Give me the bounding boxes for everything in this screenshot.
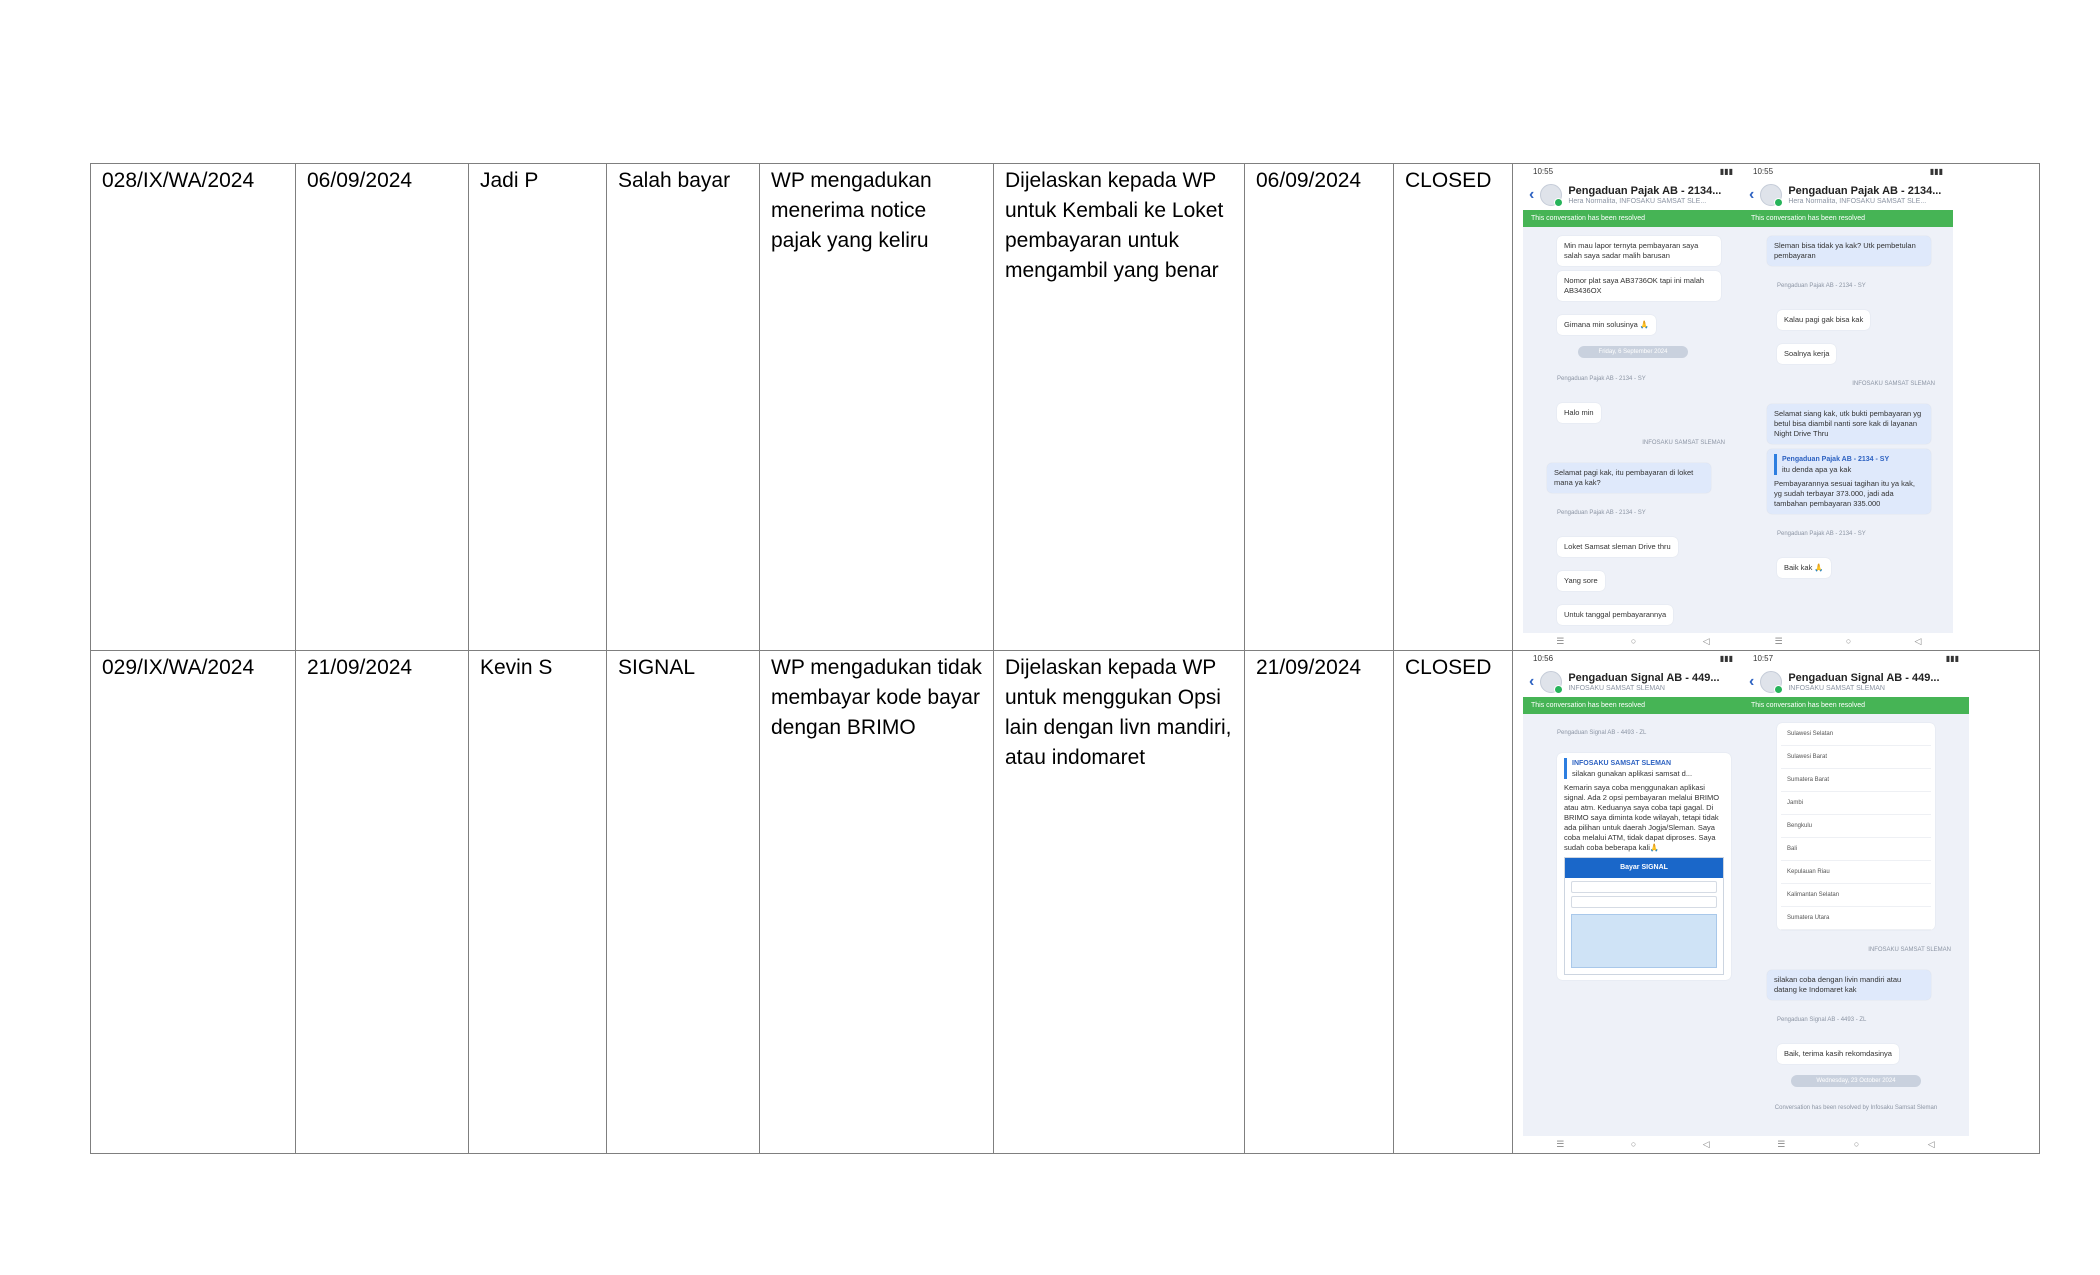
sender-label: Pengaduan Pajak AB - 2134 - SY bbox=[1557, 510, 1646, 516]
chat-message: Sleman bisa tidak ya kak? Utk pembetulan pembayaran bbox=[1767, 236, 1931, 266]
chat-message: Soalnya kerja bbox=[1777, 344, 1836, 364]
closed-date: 06/09/2024 bbox=[1256, 169, 1362, 192]
list-item: Sumatera Barat bbox=[1781, 769, 1931, 792]
chat-message: Selamat pagi kak, itu pembayaran di loket mana ya kak? bbox=[1547, 463, 1711, 493]
avatar bbox=[1760, 671, 1782, 693]
status-time: 10:57 bbox=[1753, 654, 1774, 663]
region-list bbox=[1777, 723, 1935, 930]
chat-subtitle: INFOSAKU SAMSAT SLEMAN bbox=[1788, 684, 1885, 692]
signal-icon: ▮▮▮ bbox=[1929, 167, 1943, 176]
nav-bar bbox=[1743, 1136, 1969, 1151]
chat-message: Halo min bbox=[1557, 403, 1601, 423]
chat-message: Untuk tanggal pembayarannya bbox=[1557, 605, 1673, 625]
chat-title: Pengaduan Pajak AB - 2134... bbox=[1788, 184, 1942, 197]
sender-label: Pengaduan Pajak AB - 2134 - SY bbox=[1557, 376, 1646, 382]
chat-message-text: Pembayarannya sesuai tagihan itu ya kak, yg sudah terbayar 373.000, jadi ada tambahan pembayaran 335.000 bbox=[1774, 479, 1915, 508]
evidence-screenshots bbox=[1513, 164, 2039, 650]
reporter-name: Kevin S bbox=[480, 656, 553, 679]
chat-subtitle: Hera Normalita, INFOSAKU SAMSAT SLE... bbox=[1568, 197, 1707, 205]
brimo-screenshot bbox=[1564, 857, 1724, 975]
chat-title: Pengaduan Pajak AB - 2134... bbox=[1568, 184, 1722, 197]
back-nav-icon: ◁ bbox=[1927, 1138, 1935, 1149]
sender-label: INFOSAKU SAMSAT SLEMAN bbox=[1868, 947, 1951, 953]
quoted-message bbox=[1767, 449, 1931, 514]
resolved-banner: This conversation has been resolved bbox=[1523, 697, 1743, 714]
back-icon: ‹ bbox=[1749, 673, 1755, 690]
chat-screenshot bbox=[1743, 164, 1953, 648]
quoted-message bbox=[1557, 753, 1731, 980]
info-box bbox=[1571, 914, 1717, 968]
list-item: Kalimantan Selatan bbox=[1781, 884, 1931, 907]
sender-label: Pengaduan Signal AB - 4493 - ZL bbox=[1777, 1017, 1867, 1023]
chat-message-text: Kemarin saya coba menggunakan aplikasi signal. Ada 2 opsi pembayaran melalui BRIMO atau atm. Keduanya saya coba tapi gagal. Di BRIMO saya diminta kode wilayah, tetapi tidak ada pilihan untuk daerah Jogja/Sleman. Saya coba melalui ATM, tidak dapat diproses. Saya sudah coba beberapa kali🙏 bbox=[1564, 783, 1720, 852]
evidence-screenshots bbox=[1513, 651, 2039, 1153]
status: CLOSED bbox=[1405, 169, 1492, 192]
reporter-name: Jadi P bbox=[480, 169, 539, 192]
chat-message: Kalau pagi gak bisa kak bbox=[1777, 310, 1870, 330]
sender-label: Pengaduan Pajak AB - 2134 - SY bbox=[1777, 531, 1866, 537]
chat-message: silakan coba dengan livin mandiri atau datang ke Indomaret kak bbox=[1767, 970, 1931, 1000]
table-row bbox=[91, 651, 2040, 1154]
closed-date: 21/09/2024 bbox=[1256, 656, 1362, 679]
category: Salah bayar bbox=[618, 169, 731, 192]
resolved-note: Conversation has been resolved by Infosaku Samsat Sleman bbox=[1774, 1105, 1938, 1111]
brimo-header: Bayar SIGNAL bbox=[1565, 858, 1723, 878]
back-icon: ‹ bbox=[1529, 673, 1535, 690]
sender-label: Pengaduan Signal AB - 4493 - ZL bbox=[1557, 730, 1647, 736]
resolution-text: Dijelaskan kepada WP untuk Kembali ke Loket pembayaran untuk mengambil yang benar bbox=[1005, 169, 1224, 282]
ticket-id: 029/IX/WA/2024 bbox=[102, 656, 255, 679]
chat-screenshot bbox=[1523, 651, 1743, 1151]
menu-icon: ☰ bbox=[1556, 635, 1565, 646]
quote-text: silakan gunakan aplikasi samsat d... bbox=[1572, 769, 1693, 778]
home-icon: ○ bbox=[1630, 1138, 1637, 1149]
signal-icon: ▮▮▮ bbox=[1945, 654, 1959, 663]
form-field bbox=[1571, 881, 1717, 893]
chat-message: Gimana min solusinya 🙏 bbox=[1557, 315, 1656, 335]
back-nav-icon: ◁ bbox=[1702, 635, 1710, 646]
report-date: 06/09/2024 bbox=[307, 169, 413, 192]
list-item: Bali bbox=[1781, 838, 1931, 861]
ticket-id: 028/IX/WA/2024 bbox=[102, 169, 255, 192]
chat-message: Nomor plat saya AB3736OK tapi ini malah AB3436OX bbox=[1557, 271, 1721, 301]
chat-title: Pengaduan Signal AB - 449... bbox=[1788, 671, 1940, 684]
list-item: Kepulauan Riau bbox=[1781, 861, 1931, 884]
signal-icon: ▮▮▮ bbox=[1719, 167, 1733, 176]
chat-message: Min mau lapor ternyta pembayaran saya salah saya sadar malih barusan bbox=[1557, 236, 1721, 266]
home-icon: ○ bbox=[1845, 635, 1852, 646]
date-pill: Wednesday, 23 October 2024 bbox=[1791, 1075, 1921, 1087]
resolution-text: Dijelaskan kepada WP untuk menggukan Opsi lain dengan livn mandiri, atau indomaret bbox=[1005, 656, 1232, 769]
list-item: Bengkulu bbox=[1781, 815, 1931, 838]
form-field bbox=[1571, 896, 1717, 908]
sender-label: INFOSAKU SAMSAT SLEMAN bbox=[1852, 381, 1935, 387]
status-time: 10:55 bbox=[1533, 167, 1554, 176]
chat-message: Baik kak 🙏 bbox=[1777, 558, 1831, 578]
chat-title: Pengaduan Signal AB - 449... bbox=[1568, 671, 1720, 684]
home-icon: ○ bbox=[1853, 1138, 1860, 1149]
chat-subtitle: Hera Normalita, INFOSAKU SAMSAT SLE... bbox=[1788, 197, 1927, 205]
back-icon: ‹ bbox=[1529, 186, 1535, 203]
complaint-text: WP mengadukan tidak membayar kode bayar dengan BRIMO bbox=[771, 656, 982, 739]
chat-subtitle: INFOSAKU SAMSAT SLEMAN bbox=[1568, 684, 1665, 692]
back-icon: ‹ bbox=[1749, 186, 1755, 203]
chat-message: Baik, terima kasih rekomdasinya bbox=[1777, 1044, 1899, 1064]
resolved-banner: This conversation has been resolved bbox=[1743, 210, 1953, 227]
category: SIGNAL bbox=[618, 656, 696, 679]
signal-icon: ▮▮▮ bbox=[1719, 654, 1733, 663]
nav-bar bbox=[1523, 1136, 1743, 1151]
list-item: Sulawesi Selatan bbox=[1781, 723, 1931, 746]
resolved-banner: This conversation has been resolved bbox=[1523, 210, 1743, 227]
avatar bbox=[1540, 671, 1562, 693]
quote-text: itu denda apa ya kak bbox=[1782, 465, 1852, 474]
chat-message: Yang sore bbox=[1557, 571, 1605, 591]
report-date: 21/09/2024 bbox=[307, 656, 413, 679]
sender-label: INFOSAKU SAMSAT SLEMAN bbox=[1642, 440, 1725, 446]
status: CLOSED bbox=[1405, 656, 1492, 679]
menu-icon: ☰ bbox=[1556, 1138, 1565, 1149]
chat-message: Loket Samsat sleman Drive thru bbox=[1557, 537, 1678, 557]
list-item: Sulawesi Barat bbox=[1781, 746, 1931, 769]
resolved-banner: This conversation has been resolved bbox=[1743, 697, 1969, 714]
table-row bbox=[91, 164, 2040, 651]
complaint-text: WP mengadukan menerima notice pajak yang keliru bbox=[771, 169, 932, 252]
date-pill: Friday, 6 September 2024 bbox=[1578, 346, 1688, 358]
complaint-table bbox=[90, 163, 2040, 1154]
home-icon: ○ bbox=[1630, 635, 1637, 646]
back-nav-icon: ◁ bbox=[1702, 1138, 1710, 1149]
nav-bar bbox=[1523, 633, 1743, 648]
quote-title: INFOSAKU SAMSAT SLEMAN bbox=[1572, 760, 1672, 767]
chat-screenshot bbox=[1523, 164, 1743, 648]
status-time: 10:55 bbox=[1753, 167, 1774, 176]
quote-title: Pengaduan Pajak AB - 2134 - SY bbox=[1782, 456, 1890, 463]
status-time: 10:56 bbox=[1533, 654, 1554, 663]
avatar bbox=[1540, 184, 1562, 206]
menu-icon: ☰ bbox=[1774, 635, 1783, 646]
chat-screenshot bbox=[1743, 651, 1969, 1151]
menu-icon: ☰ bbox=[1777, 1138, 1786, 1149]
nav-bar bbox=[1743, 633, 1953, 648]
list-item: Jambi bbox=[1781, 792, 1931, 815]
back-nav-icon: ◁ bbox=[1914, 635, 1922, 646]
avatar bbox=[1760, 184, 1782, 206]
sender-label: Pengaduan Pajak AB - 2134 - SY bbox=[1777, 283, 1866, 289]
list-item: Sumatera Utara bbox=[1781, 907, 1931, 930]
chat-message: Selamat siang kak, utk bukti pembayaran yg betul bisa diambil nanti sore kak di layanan Night Drive Thru bbox=[1767, 404, 1931, 444]
